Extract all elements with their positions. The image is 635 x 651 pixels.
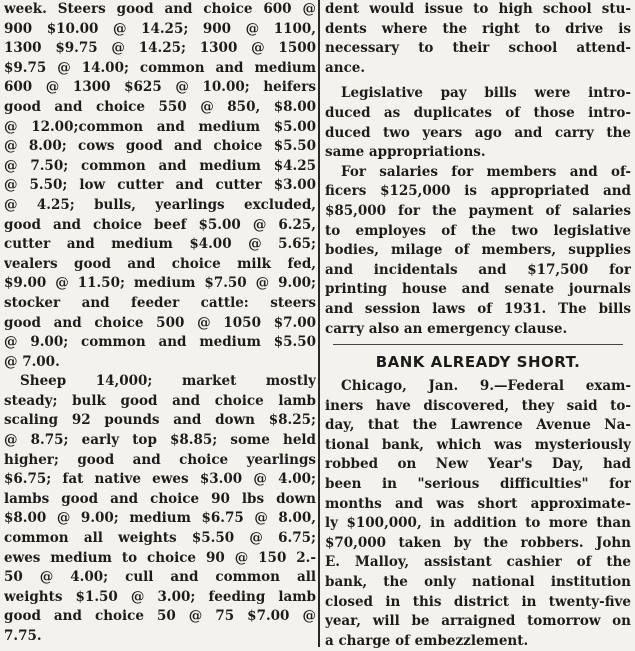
text-line: @ 7.50; common and medium $4.25	[4, 157, 316, 174]
text-line: ewes medium to choice 90 @ 150 2.-	[4, 549, 316, 566]
sheep-market-paragraph	[4, 372, 316, 646]
text-line: closed in this district in twenty-five	[325, 593, 631, 610]
text-line: months and was short approximate-	[325, 495, 631, 512]
text-line: @ 4.25; bulls, yearlings excluded,	[4, 196, 316, 213]
text-line: tional bank, which was mysteriously	[325, 436, 631, 453]
text-line: 50 @ 4.00; cull and common all	[4, 569, 316, 586]
text-line: bodies, milage of members, supplies	[325, 242, 631, 259]
text-line: been in "serious difficulties" for	[325, 476, 631, 493]
text-line: Sheep 14,000; market mostly	[20, 373, 316, 390]
text-line: iners have discovered, they said to-	[325, 397, 631, 414]
text-line: 1300 $9.75 @ 14.25; 1300 @ 1500	[4, 40, 316, 57]
text-line: @ 8.75; early top $8.85; some held	[4, 432, 316, 449]
text-line: printing house and senate journals	[325, 281, 631, 298]
text-line: @ 12.00;common and medium $5.00	[4, 118, 316, 135]
text-line: weights $1.50 @ 3.00; feeding lamb	[4, 588, 316, 605]
text-line: carry also an emergency clause.	[325, 320, 568, 337]
text-line: and incidentals and $17,500 for	[325, 261, 631, 278]
text-line: common all weights $5.50 @ 6.75;	[4, 530, 316, 547]
text-line: $6.75; fat native ewes $3.00 @ 4.00;	[4, 471, 316, 488]
text-line: ficers $125,000 is appropriated and	[325, 183, 631, 200]
text-line: same appropriations.	[325, 144, 486, 161]
text-line: ly $100,000, in addition to more than	[325, 515, 631, 532]
section-divider	[333, 344, 623, 345]
text-line: ance.	[325, 59, 366, 76]
text-line: For salaries for members and of-	[341, 163, 631, 180]
text-line: steady; bulk good and choice lamb	[4, 392, 316, 409]
text-line: and session laws of 1931. The bills	[325, 300, 631, 317]
text-line: year, will be arraigned tomorrow on	[325, 613, 631, 630]
text-line: duced two years ago and carry the	[325, 124, 631, 141]
text-line: Legislative pay bills were intro-	[341, 85, 631, 102]
text-line: 900 $10.00 @ 14.25; 900 @ 1100,	[4, 20, 316, 37]
text-line: necessary to their school attend-	[325, 40, 631, 57]
text-line: $9.00 @ 11.50; medium $7.50 @ 9.00;	[4, 275, 316, 292]
text-line: to employes of the two legislative	[325, 222, 631, 239]
text-line: robbed on New Year's Day, had	[325, 456, 631, 473]
text-line: E. Malloy, assistant cashier of the	[325, 554, 631, 571]
legislative-paragraph	[325, 84, 631, 162]
text-line: lambs good and choice 90 lbs down	[4, 490, 316, 507]
text-line: bank, the only national institution	[325, 574, 631, 591]
text-line: good and choice 500 @ 1050 $7.00	[4, 314, 316, 331]
text-line: @ 5.50; low cutter and cutter $3.00	[4, 177, 316, 194]
right-column	[325, 0, 631, 651]
article-headline: BANK ALREADY SHORT.	[375, 353, 581, 372]
text-line: good and choice beef $5.00 @ 6.25,	[4, 216, 316, 233]
text-line: @ 7.00.	[4, 353, 60, 370]
text-line: scaling 92 pounds and down $8.25;	[4, 412, 316, 429]
text-line: good and choice 50 @ 75 $7.00 @	[4, 608, 316, 625]
text-line: day, that the Lawrence Avenue Na-	[325, 417, 631, 434]
text-line: vealers good and choice milk fed,	[4, 255, 316, 272]
text-line: $70,000 taken by the robbers. John	[325, 534, 631, 551]
text-line: 600 @ 1300 $625 @ 10.00; heifers	[4, 79, 316, 96]
text-line: @ 8.00; cows good and choice $5.50	[4, 138, 316, 155]
text-line: Chicago, Jan. 9.—Federal exam-	[341, 378, 631, 395]
text-line: higher; good and choice yearlings	[4, 451, 316, 468]
column-rule	[318, 0, 320, 647]
text-line: $9.75 @ 14.00; common and medium	[4, 59, 316, 76]
text-line: cutter and medium $4.00 @ 5.65;	[4, 236, 316, 253]
salaries-paragraph	[325, 163, 631, 339]
text-line: week. Steers good and choice 600 @	[4, 1, 316, 17]
text-line: stocker and feeder cattle: steers	[4, 294, 316, 311]
text-line: @ 9.00; common and medium $5.50	[4, 334, 316, 351]
text-line: duced as duplicates of those intro-	[325, 104, 631, 121]
text-line: a charge of embezzlement.	[325, 632, 529, 649]
text-line: $85,000 for the payment of salaries	[325, 202, 631, 219]
bank-article-paragraph	[325, 377, 631, 651]
text-line: dents where the right to drive is	[325, 20, 631, 37]
text-line: $8.00 @ 9.00; medium $6.75 @ 8.00,	[4, 510, 316, 527]
cattle-market-paragraph	[4, 0, 316, 372]
text-line: good and choice 550 @ 850, $8.00	[4, 98, 316, 115]
left-column	[4, 0, 316, 647]
text-line: 7.75.	[4, 628, 42, 644]
intro-paragraph	[325, 0, 631, 78]
text-line: dent would issue to high school stu-	[325, 1, 631, 17]
